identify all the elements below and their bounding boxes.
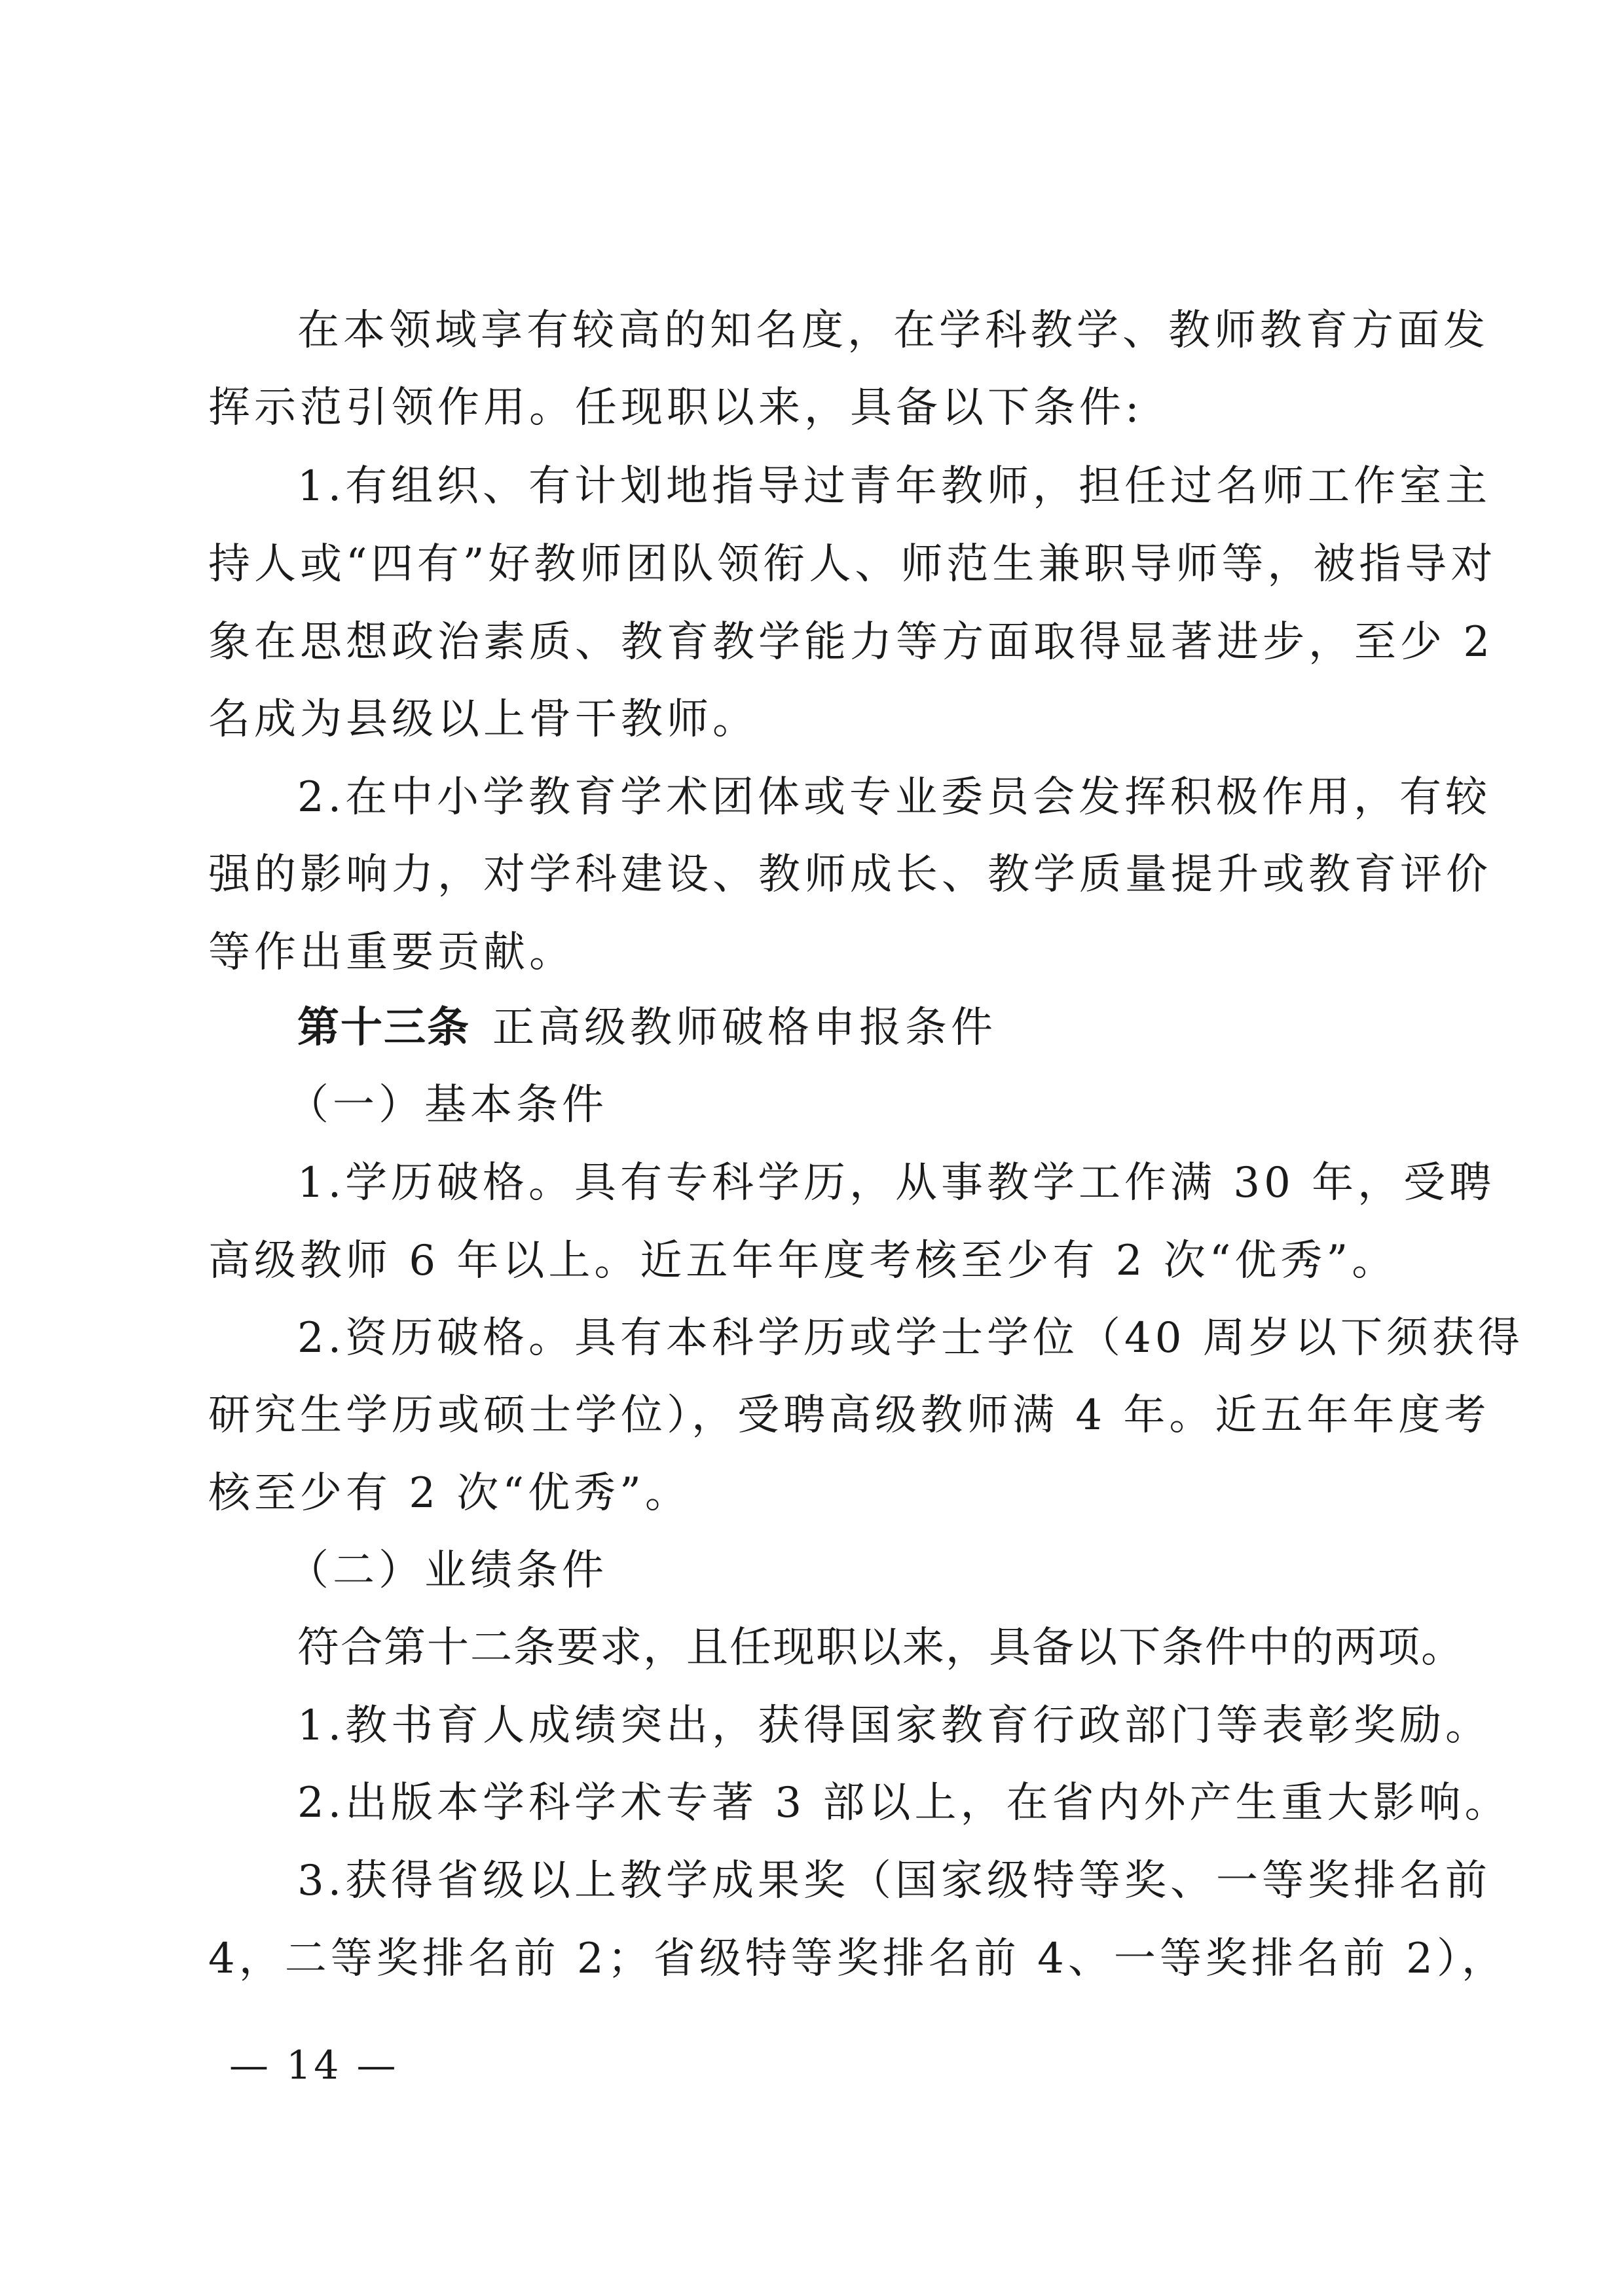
body-line: 强的影响力，对学科建设、教师成长、教学质量提升或教育评价: [208, 850, 1492, 899]
body-line: 核至少有 2 次“优秀”。: [208, 1469, 691, 1518]
article-title: 正高级教师破格申报条件: [492, 1004, 997, 1052]
page-number: — 14 —: [229, 2043, 399, 2088]
body-line: 持人或“四有”好教师团队领衔人、师范生兼职导师等，被指导对: [208, 540, 1497, 589]
body-line: 2.资历破格。具有本科学历或学士学位（40 周岁以下须获得: [297, 1314, 1524, 1362]
body-line: 高级教师 6 年以上。近五年年度考核至少有 2 次“优秀”。: [208, 1237, 1398, 1285]
body-line: 1.学历破格。具有专科学历，从事教学工作满 30 年，受聘: [297, 1159, 1496, 1207]
article-heading: [208, 1002, 1413, 1054]
body-line: 象在思想政治素质、教育教学能力等方面取得显著进步，至少 2: [208, 618, 1494, 666]
body-line: 等作出重要贡献。: [208, 928, 575, 977]
body-line: 挥示范引领作用。任现职以来，具备以下条件:: [208, 384, 1143, 432]
body-line: 4，二等奖排名前 2；省级特等奖排名前 4、一等奖排名前 2），: [208, 1935, 1507, 1983]
body-line: 符合第十二条要求，且任现职以来，具备以下条件中的两项。: [297, 1624, 1464, 1672]
section-heading: （二）业绩条件: [287, 1546, 608, 1595]
body-line: 2.出版本学科学术专著 3 部以上，在省内外产生重大影响。: [297, 1779, 1511, 1827]
section-heading: （一）基本条件: [287, 1081, 608, 1129]
body-line: 在本领域享有较高的知名度，在学科教学、教师教育方面发: [297, 306, 1489, 355]
body-line: 3.获得省级以上教学成果奖（国家级特等奖、一等奖排名前: [297, 1857, 1492, 1905]
article-number: 第十三条: [297, 1004, 470, 1052]
body-line: 1.教书育人成绩突出，获得国家教育行政部门等表彰奖励。: [297, 1702, 1492, 1750]
body-line: 研究生学历或硕士学位），受聘高级教师满 4 年。近五年年度考: [208, 1391, 1490, 1440]
body-line: 1.有组织、有计划地指导过青年教师，担任过名师工作室主: [297, 462, 1492, 511]
body-line: 2.在中小学教育学术团体或专业委员会发挥积极作用，有较: [297, 773, 1492, 822]
body-line: 名成为县级以上骨干教师。: [208, 695, 758, 744]
